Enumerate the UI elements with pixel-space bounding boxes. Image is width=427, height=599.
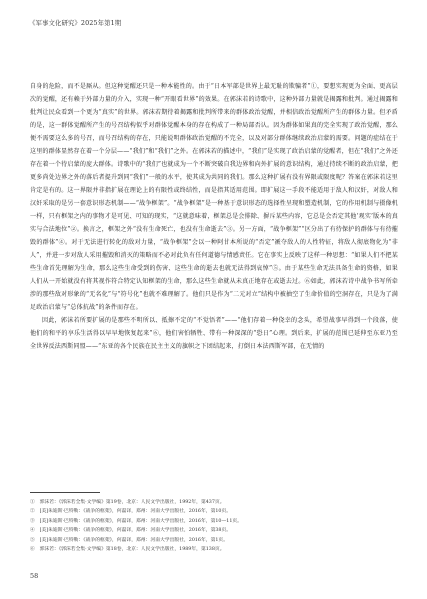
footnote-5: ⑤ [美]朱迪斯·巴特勒：《战争的框架》，何磊译，郑州：河南大学出版社，2016年，第1页。	[30, 537, 229, 543]
body-text	[30, 80, 398, 353]
running-head: 《军事文化研究》2025年第1期	[29, 19, 122, 27]
footnotes	[30, 498, 398, 554]
footnote-3: ③ [美]朱迪斯·巴特勒：《战争的框架》，何磊译，郑州：河南大学出版社，2016年，第10—11页。	[30, 518, 242, 524]
footnote-4: ④ [美]朱迪斯·巴特勒：《战争的框架》，何磊译，郑州：河南大学出版社，2016年，第38页。	[30, 528, 232, 534]
footnote-1: ① 郭沫若：《郭沫若全集·文学编》第19卷，北京：人民文学出版社，1992年，第437页。	[30, 500, 225, 505]
footnote-2: ② [美]朱迪斯·巴特勒：《战争的框架》，何磊译，郑州：河南大学出版社，2016年，第10页。	[30, 509, 232, 515]
page-number: 58	[30, 572, 39, 580]
paragraph-2: 因此，郭沫若所要扩展的是那些不明所以、抵擦不定的“不觉悟者”——“他们存着一种侥幸的念头，希望战事早得到一个段落，使他们的和平的享乐生活得以早早地恢复起来”⑥，他们害怕牺牲、带有一种深深的“恐日”心理。到后来，扩展的范围已延伸至东亚乃至全世界反法西斯同盟——“东亚的各个民族在民主主义的旗帜之下团结起来，打倒日本法西斯军部，在无情的	[30, 317, 398, 350]
footnote-divider	[30, 492, 100, 493]
paragraph-1: 自身的危险，而不是厮从。但这种觉醒还只是一种本能性的。由于“日本军部是世界上最无耻的欺骗者”①，要想实现更为全面、更高层次的觉醒，还有赖于外部力量的介入，实现一种“开眼看世界”的效果。在郭沫若的诗歌中，这种外部力量就是揭露和批判。通过揭露和批判让民众看到一个更为“真实”的世界。郭沫若期待着揭露和批判所带来的群体政治觉醒，并相信政治觉醒所产生的群体力量。但矛盾的是，这一群体觉醒所产生的号召结构似乎对群体觉醒本身的存在构成了一种局部否认。因为群体如果真的完全实现了政治觉醒，那么便不需要这么多的号召，而号召结构的存在，只能说明群体政治觉醒的不完全，以及对部分群体继续政治启蒙的需要。问题的症结在于这里的群体显然存在着一个分层——“我们”和“我们”之外。在郭沫若的描述中，“我们”是实现了政治启蒙的觉醒者，但在“我们”之外还存在着一个待启蒙的庞大群体。诗歌中的“我们”也就成为一个不断突破自我边界和向外扩展的意识结构，通过持续不断的政治启蒙，把更多尚处边界之外的落后者提升到同“我们”一般的水平，使其成为共同的我们。那么这种扩展有没有界限或限度呢？答案在郭沫若这里肯定是有的。这一界限并非指扩展在理论上的有限性或终结性，而是指其适用范围。即扩展这一手段不能适用于敌人和汉奸，对敌人和汉奸采取的是另一套意识形态机制——“战争框架”。“战争框架”是一种基于意识形态的选择性呈现和塑造机制，它的作用机制与摄像机一样，只有框架之内的事物才是可见、可知的现实，“这就意味着，框架总是会排除、摒斥某些内容，它总是会否定其他‘观实’版本的真实与合法地位”②。换言之，框架之外“没有生命死亡，也没有生命逝去”③。另一方面，“战争框架”“区分出了有待保护的群体与有待摧毁的群体”④。对于无法进行转化的敌对力量，“战争框架”会以一种阿甘本所说的“否定”褫夺敌人的人性特征，将敌人彻底物化为“非人”，并进一步对敌人采用摧毁和消灭的策略而不必对此负有任何道德与情感责任。它在事实上反映了这样一种思想：“如果人们不把某些生命首先理解为生命，那么这些生命受到的伤害、这些生命的逝去也就无法得到哀悼”⑤。由于某些生命无法具备生命的资格，如果人们从一开始就没有将其视作符合特定认知框架的生命，那么这些生命就从未真正地存在或逝去过。⑥如此，郭沫若诗中战争书写所牵涉的那些敌对形象的“无名化”与“符号化”也就不难理解了。他们只是作为“二元对立”结构中被抽空了生命价值的空洞存在，只是为了满足政治启蒙与“总体抗战”的条件而存在。	[30, 83, 398, 311]
footnote-6: ⑥ 郭沫若：《郭沫若全集·文学编》第18卷，北京：人民文学出版社，1989年，第138页。	[30, 547, 225, 553]
